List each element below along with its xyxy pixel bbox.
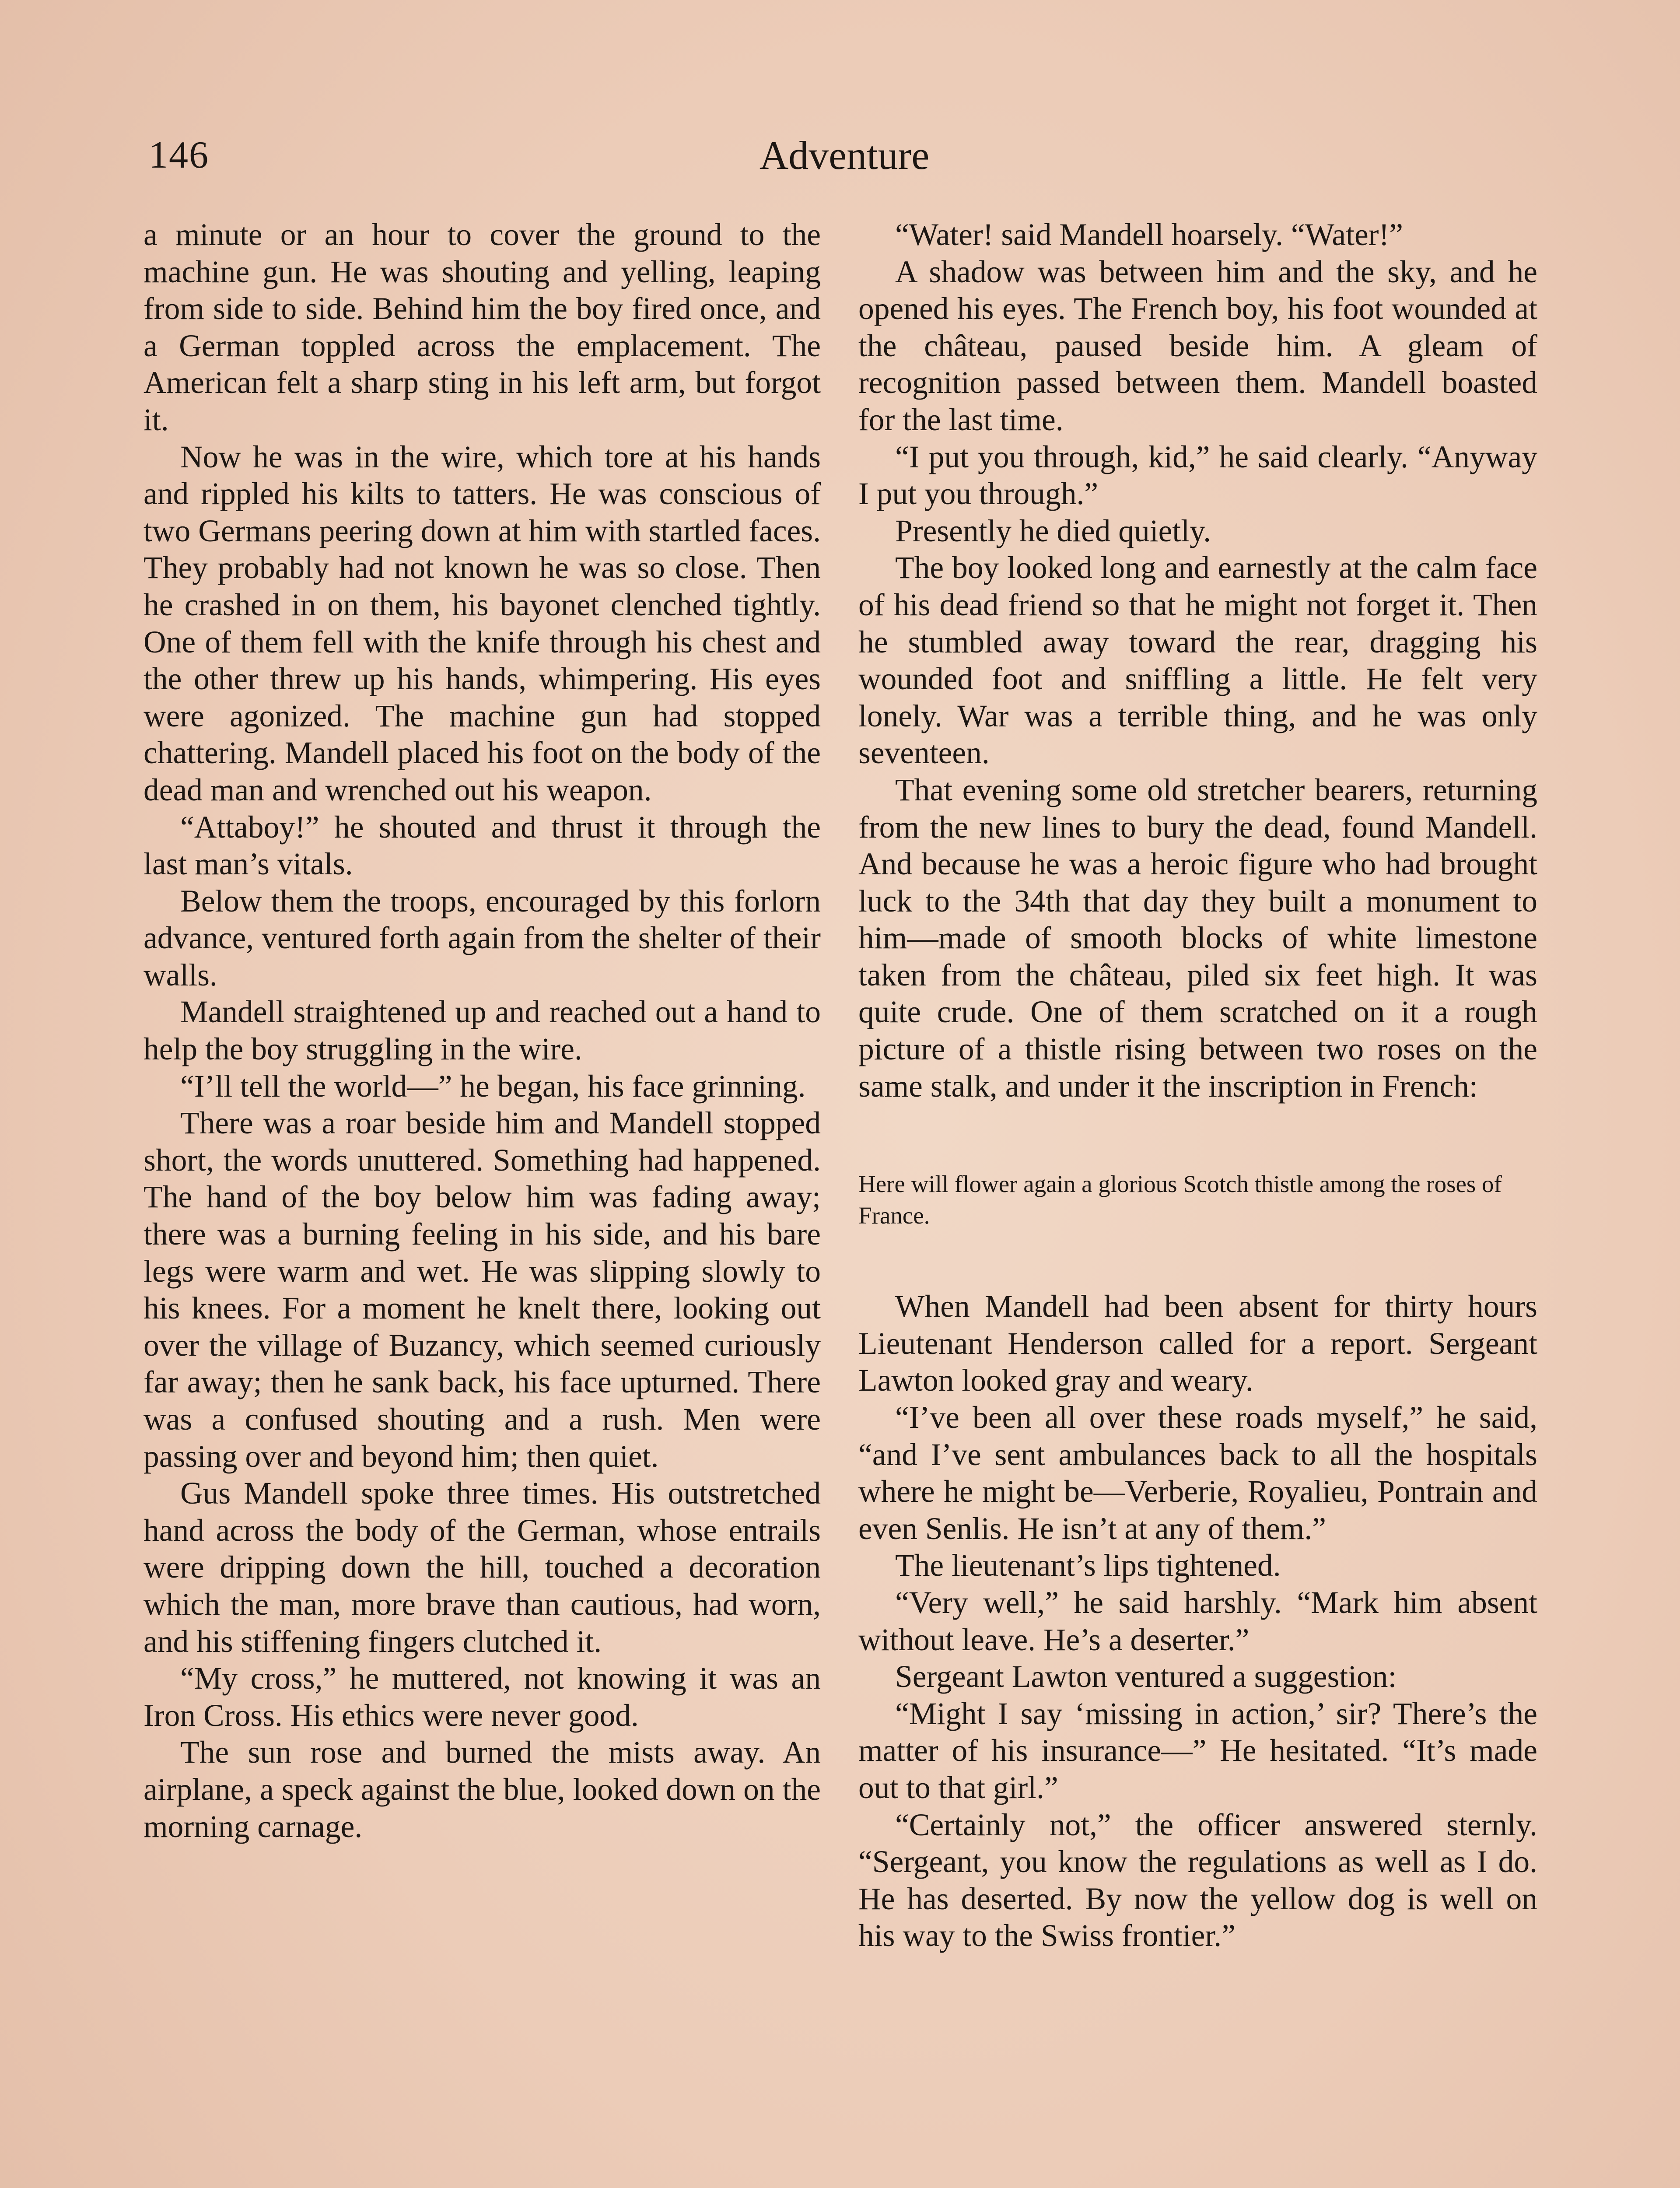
epitaph-inscription: Here will flower again a glorious Scotch thistle among the roses of France. [858, 1171, 1502, 1229]
paragraph: Sergeant Lawton ventured a suggestion: [895, 1659, 1397, 1694]
paragraph: Gus Mandell spoke three times. His outstretched hand across the body of the German, whose entrails were dripping down the hill, touched a decoration which the man, more brave than cautious, had worn, and his stiffening fingers clutched it. [144, 1476, 821, 1659]
paragraph: Presently he died quietly. [895, 513, 1211, 548]
paragraph: Mandell straightened up and reached out a hand to help the boy struggling in the wire. [144, 995, 821, 1067]
paragraph: The boy looked long and earnestly at the calm face of his dead friend so that he might not forget it. Then he stumbled away toward the rear, dragging his wounded foot and sniffling a little. He felt very lonely. War was a terrible thing, and he was only seventeen. [858, 551, 1537, 771]
paragraph: “My cross,” he muttered, not knowing it was an Iron Cross. His ethics were never good. [144, 1661, 821, 1733]
paragraph: “Very well,” he said harshly. “Mark him absent without leave. He’s a deserter.” [858, 1585, 1537, 1657]
paragraph: a minute or an hour to cover the ground to the machine gun. He was shouting and yelling, leaping from side to side. Behind him the boy fired once, and a German toppled across the emplacement. The American felt a sharp sting in his left arm, but forgot it. [144, 217, 821, 437]
page-header [149, 127, 1540, 184]
paragraph: “I’ll tell the world—” he began, his face grinning. [180, 1069, 806, 1104]
paragraph: Below them the troops, encouraged by this forlorn advance, ventured forth again from the shelter of their walls. [144, 884, 821, 992]
paragraph: “Might I say ‘missing in action,’ sir? There’s the matter of his insurance—” He hesitated. “It’s made out to that girl.” [858, 1696, 1537, 1805]
paragraph: “Water! said Mandell hoarsely. “Water!” [895, 217, 1404, 252]
paragraph: “I’ve been all over these roads myself,” he said, “and I’ve sent ambulances back to all the hospitals where he might be—Verberie, Royalieu, Pontrain and even Senlis. He isn’t at any of them.” [858, 1400, 1537, 1546]
paragraph: The lieutenant’s lips tightened. [895, 1548, 1281, 1583]
paragraph: There was a roar beside him and Mandell stopped short, the words unuttered. Something had happened. The hand of the boy below him was fading away; there was a burning feeling in his side, and his bare legs were warm and wet. He was slipping slowly to his knees. For a moment he knelt there, looking out over the village of Buzancy, which seemed curiously far away; then he sank back, his face upturned. There was a confused shouting and a rush. Men were passing over and beyond him; then quiet. [144, 1106, 821, 1474]
page-number: 146 [149, 134, 209, 176]
left-column [144, 217, 821, 1845]
paragraph: That evening some old stretcher bearers, returning from the new lines to bury the dead, found Mandell. And because he was a heroic figure who had brought luck to the 34th that day they built a monument to him—made of smooth blocks of white limestone taken from the château, piled six feet high. It was quite crude. One of them scratched on it a rough picture of a thistle rising between two roses on the same stalk, and under it the inscription in French: [858, 772, 1537, 1104]
paragraph: When Mandell had been absent for thirty hours Lieutenant Henderson called for a report. Sergeant Lawton looked gray and weary. [858, 1289, 1537, 1398]
running-title: Adventure [759, 133, 930, 178]
right-column [858, 217, 1537, 1955]
paragraph: The sun rose and burned the mists away. An airplane, a speck against the blue, looked down on the morning carnage. [144, 1735, 821, 1844]
paragraph: Now he was in the wire, which tore at his hands and rippled his kilts to tatters. He was conscious of two Germans peering down at him with startled faces. They probably had not known he was so close. Then he crashed in on them, his bayonet clenched tightly. One of them fell with the knife through his chest and the other threw up his hands, whimpering. His eyes were agonized. The machine gun had stopped chattering. Mandell placed his foot on the body of the dead man and wrenched out his weapon. [144, 439, 821, 807]
paragraph: “Certainly not,” the officer answered sternly. “Sergeant, you know the regulations as well as I do. He has deserted. By now the yellow dog is well on his way to the Swiss frontier.” [858, 1807, 1537, 1953]
paragraph: “I put you through, kid,” he said clearly. “Anyway I put you through.” [858, 439, 1537, 512]
paragraph: A shadow was between him and the sky, and he opened his eyes. The French boy, his foot wounded at the château, paused beside him. A gleam of recognition passed between them. Mandell boasted for the last time. [858, 254, 1537, 437]
paragraph: “Attaboy!” he shouted and thrust it through the last man’s vitals. [144, 810, 821, 882]
